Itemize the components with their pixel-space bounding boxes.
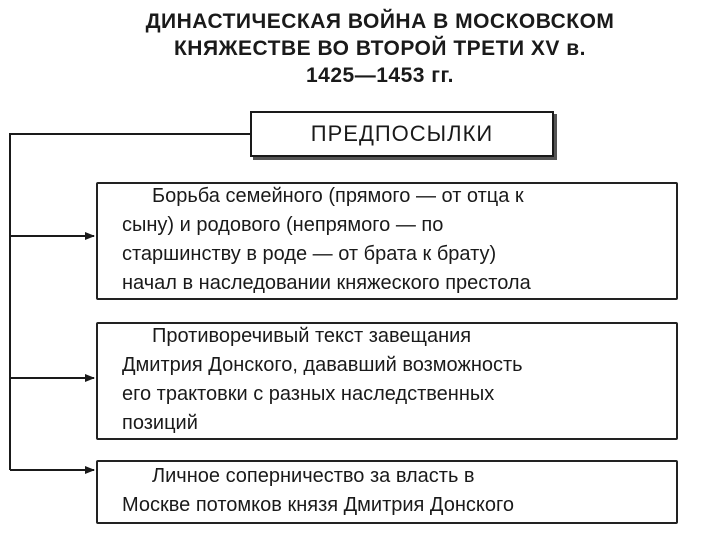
prerequisite-card-3 xyxy=(96,460,678,524)
prerequisite-text-3 xyxy=(122,462,670,520)
text-line: начал в наследовании княжеского престола xyxy=(122,272,531,294)
title-line-1: ДИНАСТИЧЕСКАЯ ВОЙНА В МОСКОВСКОМ xyxy=(145,10,615,33)
text-line: Противоречивый текст завещания xyxy=(152,325,472,347)
prerequisite-card-2 xyxy=(96,322,678,440)
prerequisite-text-2 xyxy=(122,322,670,438)
prerequisite-card-1 xyxy=(96,182,678,300)
text-line: его трактовки с разных наследственных xyxy=(122,383,495,405)
text-line: Дмитрия Донского, дававший возможность xyxy=(122,354,523,376)
text-line: Борьба семейного (прямого — от отца к xyxy=(152,185,524,207)
title-line-3: 1425—1453 гг. xyxy=(306,64,454,87)
text-line: сыну) и родового (непрямого — по xyxy=(122,214,444,236)
title-line-2: КНЯЖЕСТВЕ ВО ВТОРОЙ ТРЕТИ XV в. xyxy=(173,37,587,60)
prerequisite-text-1 xyxy=(122,182,670,298)
text-line: Личное соперничество за власть в xyxy=(152,465,475,487)
prerequisites-heading-box xyxy=(250,111,554,157)
text-line: Москве потомков князя Дмитрия Донского xyxy=(122,494,514,516)
text-line: старшинству в роде — от брата к брату) xyxy=(122,243,497,265)
prerequisites-heading: ПРЕДПОСЫЛКИ xyxy=(310,121,494,146)
text-line: позиций xyxy=(122,412,198,434)
